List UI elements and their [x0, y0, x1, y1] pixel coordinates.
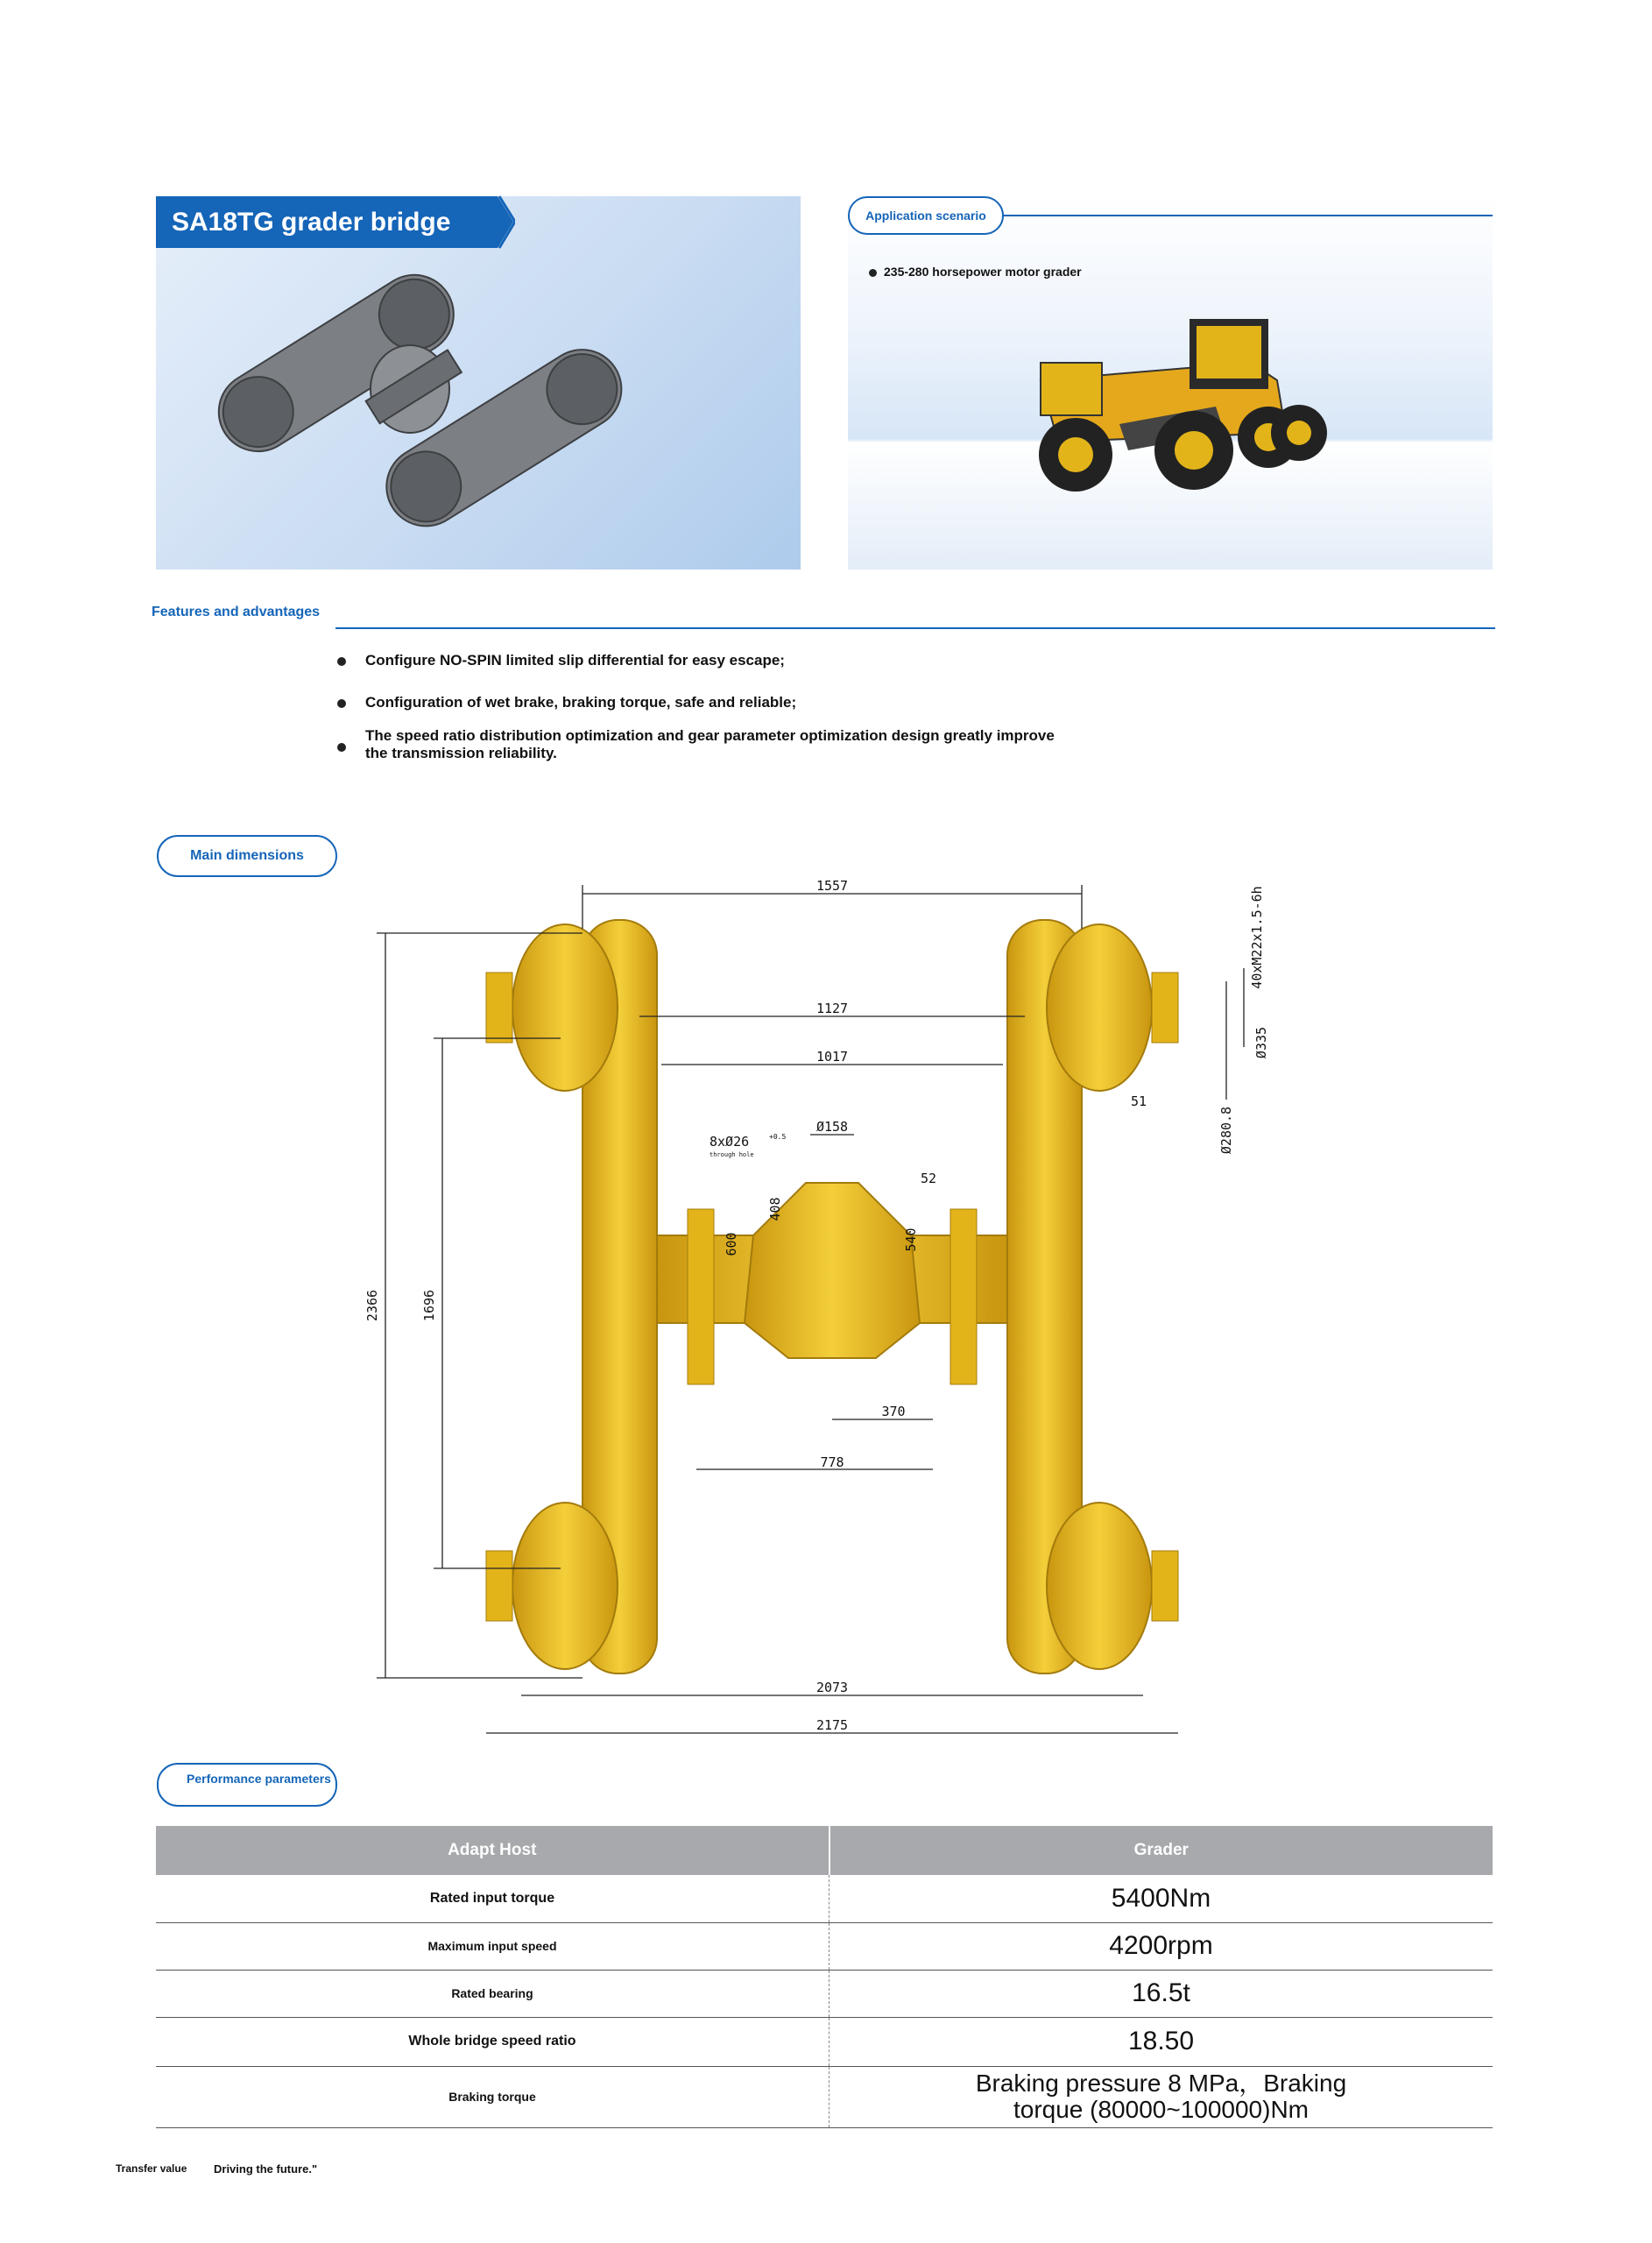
application-bullet-text: 235-280 horsepower motor grader	[884, 265, 1082, 279]
param-value: Braking pressure 8 MPa，Braking torque (80000~100000)Nm	[830, 2066, 1493, 2127]
dim-778: 778	[820, 1454, 844, 1470]
feature-item	[337, 727, 1055, 762]
dim-408: 408	[767, 1197, 783, 1221]
param-value: 4200rpm	[830, 1922, 1493, 1970]
dim-280: Ø280.8	[1218, 1106, 1234, 1155]
param-name: Rated bearing	[156, 1970, 830, 2017]
main-dimensions-label: Main dimensions	[157, 835, 337, 877]
dim-540: 540	[903, 1228, 919, 1252]
application-panel	[848, 196, 1493, 570]
footer-left: Transfer value	[116, 2162, 187, 2175]
dim-1696: 1696	[421, 1289, 437, 1322]
features-divider	[335, 627, 1495, 629]
bullet-dot-icon	[337, 657, 346, 666]
application-scenario-label: Application scenario	[848, 196, 1004, 235]
dim-335: Ø335	[1253, 1026, 1269, 1059]
param-value: 5400Nm	[830, 1875, 1493, 1922]
dim-2366: 2366	[364, 1289, 380, 1322]
table-header-cell: Grader	[830, 1826, 1493, 1875]
table-row	[156, 2066, 1493, 2127]
application-bullet	[869, 265, 1082, 279]
dim-2175: 2175	[815, 1717, 849, 1733]
product-image-panel	[156, 196, 801, 570]
param-value: 16.5t	[830, 1970, 1493, 2017]
dim-2073: 2073	[815, 1680, 849, 1695]
dim-holes-tolerance: +0.5	[769, 1133, 787, 1141]
title-chevron-icon	[473, 195, 515, 250]
axle-render-image	[156, 196, 801, 570]
param-name: Braking torque	[156, 2066, 830, 2127]
table-row	[156, 1875, 1493, 1922]
right-wheel-housing	[1007, 920, 1178, 1673]
center-axle-body	[657, 1183, 1007, 1384]
dim-51: 51	[1130, 1093, 1147, 1109]
motor-grader-image	[848, 196, 1493, 570]
performance-parameters-label: Performance parameters	[157, 1763, 337, 1807]
table-row	[156, 1922, 1493, 1970]
table-row	[156, 2017, 1493, 2066]
dim-52: 52	[920, 1171, 937, 1186]
application-divider	[1004, 215, 1493, 216]
performance-table	[156, 1826, 1493, 2128]
dim-1557: 1557	[815, 878, 849, 894]
feature-text: Configure NO-SPIN limited slip differential for easy escape;	[365, 652, 785, 669]
table-header-cell: Adapt Host	[156, 1826, 830, 1875]
dim-bolt-spec: 40xM22x1.5-6h	[1249, 886, 1265, 989]
feature-text: Configuration of wet brake, braking torque, safe and reliable;	[365, 694, 797, 711]
param-name: Whole bridge speed ratio	[156, 2017, 830, 2066]
bullet-dot-icon	[337, 743, 346, 752]
dim-600: 600	[724, 1232, 739, 1256]
dim-holes: 8xØ26	[710, 1134, 750, 1150]
param-name: Maximum input speed	[156, 1922, 830, 1970]
dim-158: Ø158	[815, 1119, 849, 1135]
param-name: Rated input torque	[156, 1875, 830, 1922]
table-header-row	[156, 1826, 1493, 1875]
dim-holes-note: through hole	[710, 1151, 754, 1158]
product-title: SA18TG grader bridge	[156, 196, 489, 248]
left-wheel-housing	[486, 920, 657, 1673]
features-heading: Features and advantages	[152, 605, 321, 619]
feature-item	[337, 694, 1055, 711]
dim-1127: 1127	[815, 1001, 849, 1016]
param-value: 18.50	[830, 2017, 1493, 2066]
bullet-dot-icon	[869, 269, 877, 277]
table-row	[156, 1970, 1493, 2017]
bullet-dot-icon	[337, 699, 346, 708]
feature-item	[337, 652, 1055, 669]
dim-370: 370	[881, 1404, 906, 1419]
dim-1017: 1017	[815, 1049, 849, 1065]
feature-text: The speed ratio distribution optimization and gear parameter optimization design greatly improve the transmission reliability.	[365, 727, 1055, 761]
dimension-drawing	[350, 867, 1331, 1752]
footer-right: Driving the future."	[214, 2162, 318, 2176]
